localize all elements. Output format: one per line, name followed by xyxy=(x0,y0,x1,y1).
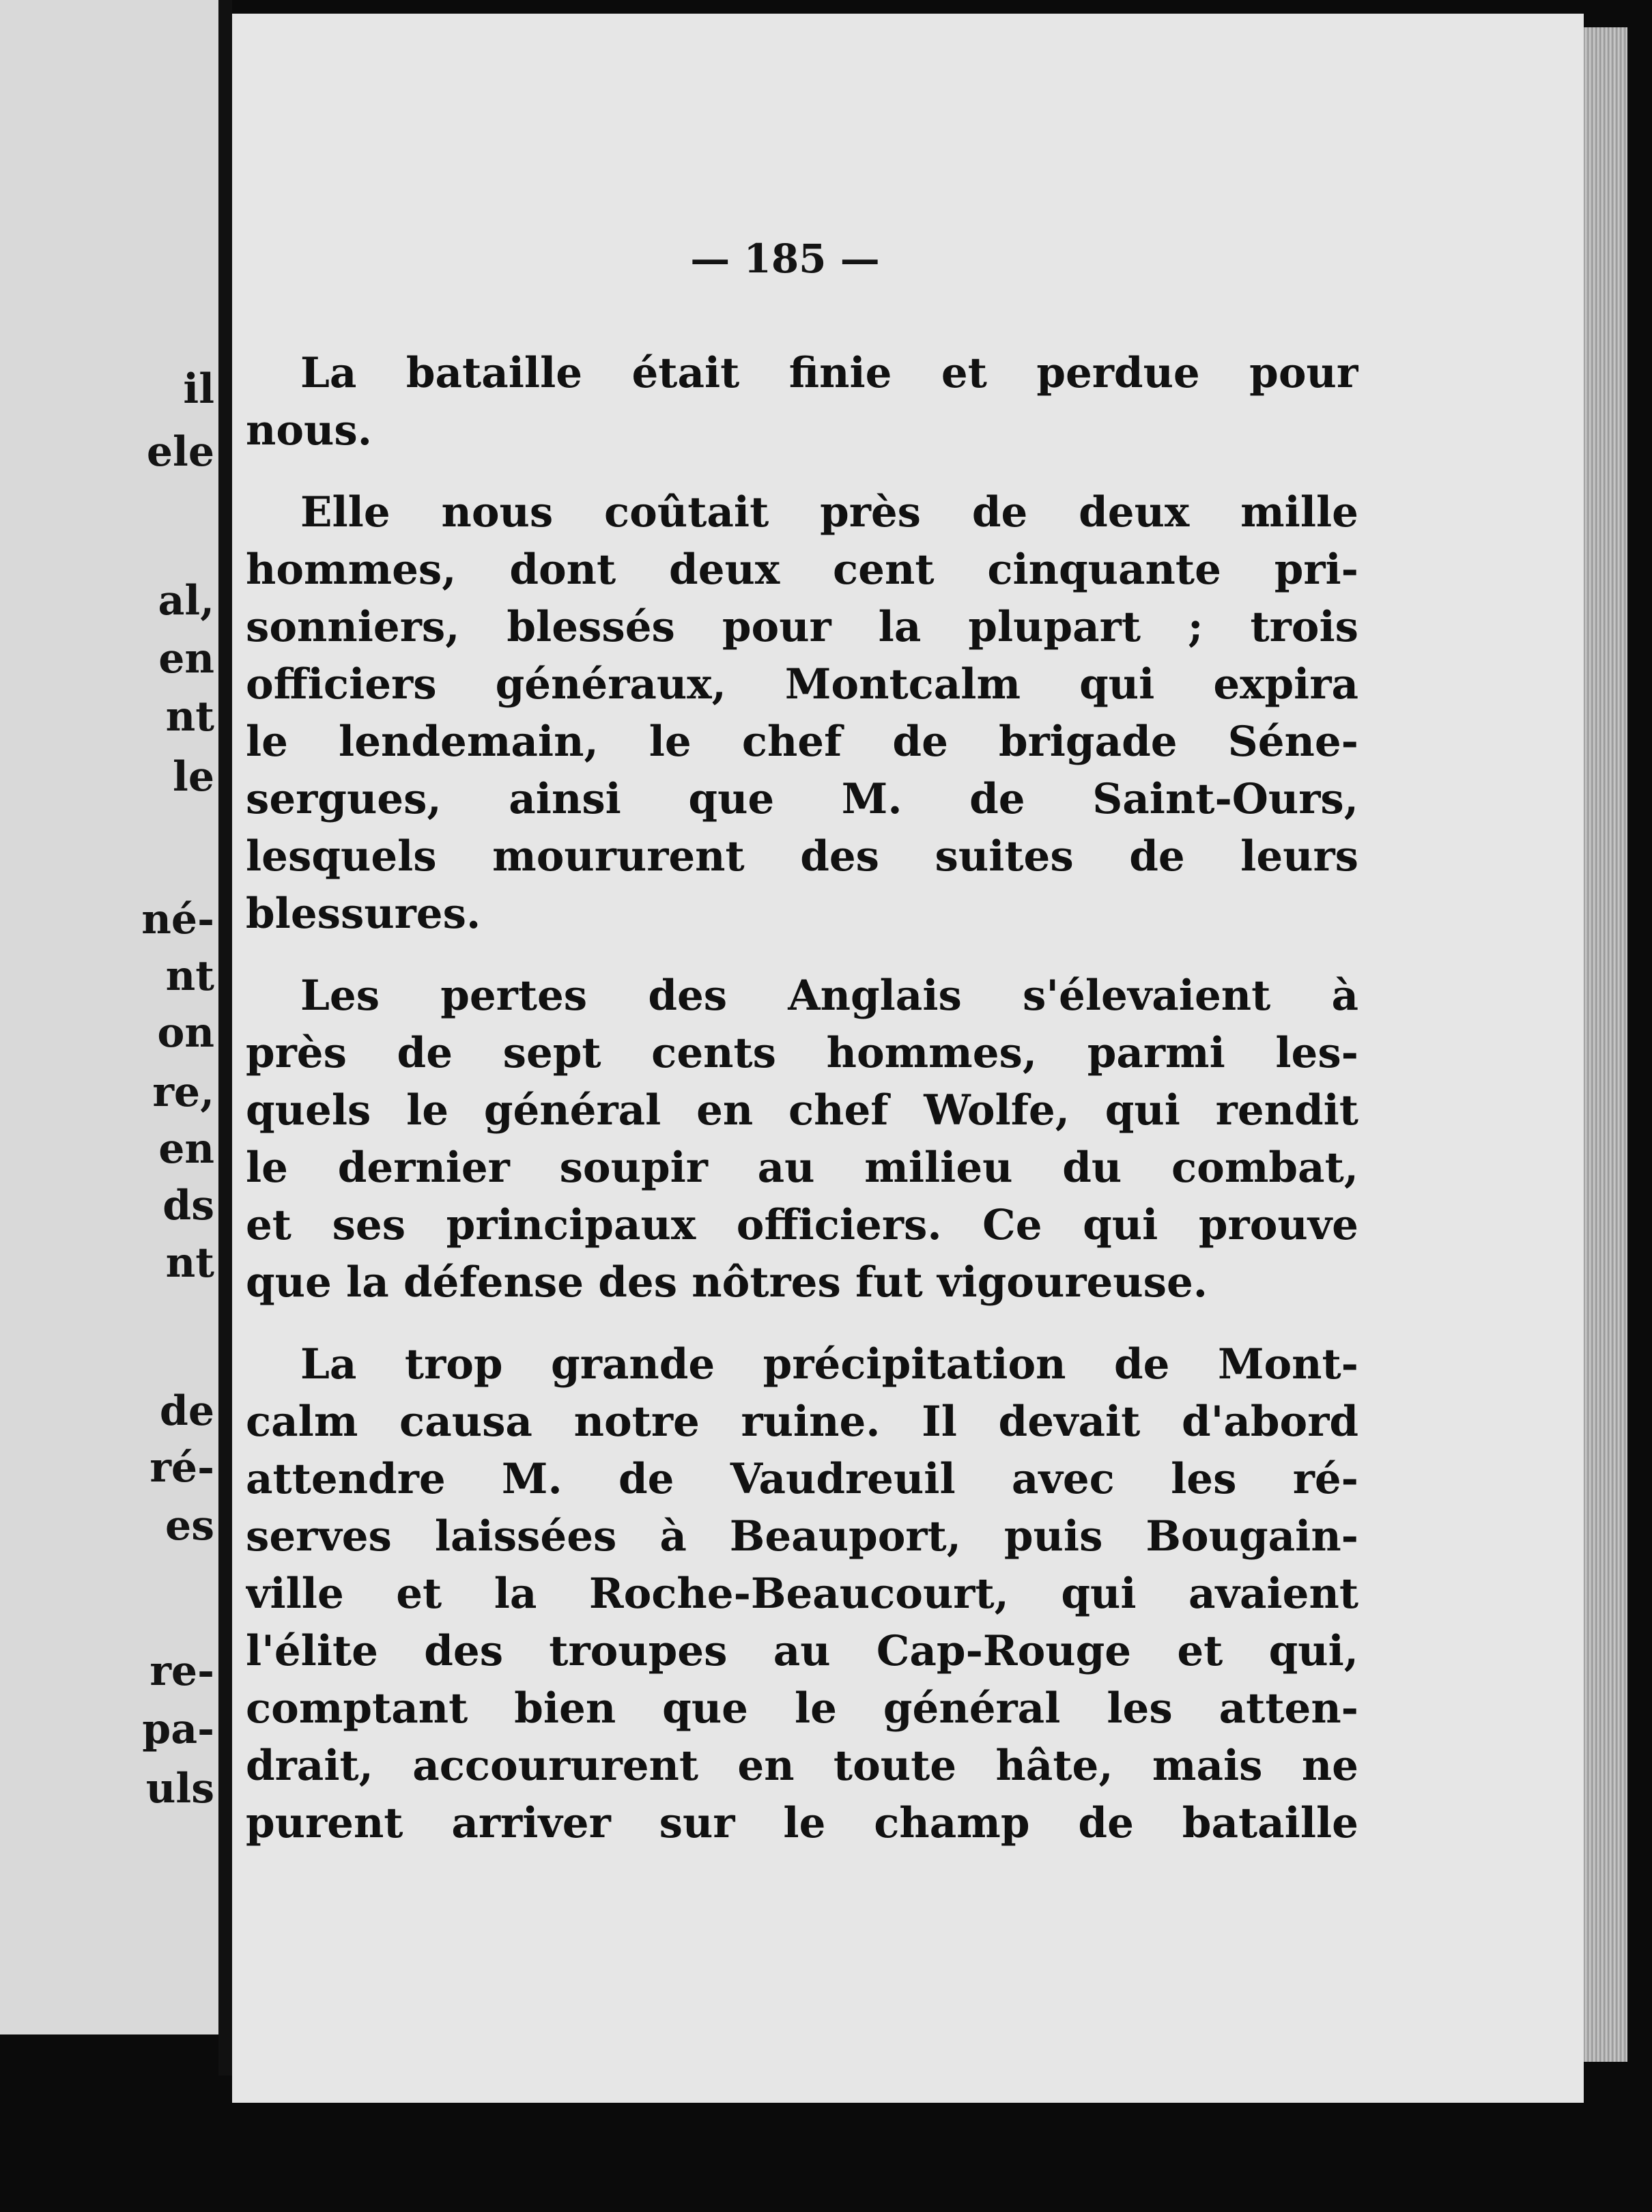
left-page-fragment: nt xyxy=(165,693,214,741)
left-page-fragment: ré- xyxy=(149,1444,214,1492)
left-page-fragment: re, xyxy=(152,1068,214,1116)
text-line: Elle nous coûtait près de deux mille xyxy=(300,488,1358,537)
left-page-fragment: pa- xyxy=(142,1705,214,1753)
text-line: que la défense des nôtres fut vigoureuse. xyxy=(246,1258,1208,1307)
book-gutter xyxy=(218,0,232,2075)
left-page-fragment: al, xyxy=(158,577,214,625)
left-page-fragment: on xyxy=(157,1009,214,1057)
paragraph xyxy=(246,345,1358,459)
text-line: comptant bien que le général les atten- xyxy=(246,1684,1358,1733)
text-line: calm causa notre ruine. Il devait d'abord xyxy=(246,1398,1358,1446)
left-page-fragment: ele xyxy=(146,428,214,476)
page-edges xyxy=(1584,27,1627,2062)
body-text xyxy=(246,345,1358,1852)
text-line: le dernier soupir au milieu du combat, xyxy=(246,1144,1358,1192)
text-line: sergues, ainsi que M. de Saint-Ours, xyxy=(246,775,1358,823)
left-page-fragment: nt xyxy=(165,952,214,1000)
text-line: quels le général en chef Wolfe, qui rendit xyxy=(246,1086,1358,1135)
paragraph-gap xyxy=(246,943,1358,967)
left-page-fragment: re- xyxy=(149,1647,214,1695)
paragraph-gap xyxy=(246,1311,1358,1336)
text-line: sonniers, blessés pour la plupart ; trois xyxy=(246,603,1358,651)
text-line: l'élite des troupes au Cap-Rouge et qui, xyxy=(246,1627,1358,1675)
left-page-fragment: de xyxy=(159,1387,214,1435)
text-line: purent arriver sur le champ de bataille xyxy=(246,1799,1358,1847)
left-page-fragment: ds xyxy=(162,1182,214,1230)
left-page xyxy=(0,0,218,2034)
text-line: près de sept cents hommes, parmi les- xyxy=(246,1029,1358,1077)
text-line: drait, accoururent en toute hâte, mais ne xyxy=(246,1742,1358,1790)
paragraph xyxy=(246,1336,1358,1852)
page-number: — 185 — xyxy=(690,236,880,282)
text-line: le lendemain, le chef de brigade Séne- xyxy=(246,718,1358,766)
left-page-fragment: le xyxy=(173,753,214,801)
text-line: blessures. xyxy=(246,890,481,938)
left-page-fragment: en xyxy=(158,1125,214,1173)
left-page-fragment: uls xyxy=(145,1765,214,1813)
text-line: La trop grande précipitation de Mont- xyxy=(300,1340,1358,1389)
text-line: Les pertes des Anglais s'élevaient à xyxy=(300,972,1358,1020)
left-page-fragment: es xyxy=(165,1502,214,1550)
text-line: ville et la Roche-Beaucourt, qui avaient xyxy=(246,1570,1358,1618)
left-page-fragment: nt xyxy=(165,1239,214,1287)
paragraph xyxy=(246,967,1358,1311)
text-line: hommes, dont deux cent cinquante pri- xyxy=(246,545,1358,594)
text-line: et ses principaux officiers. Ce qui prouve xyxy=(246,1201,1358,1249)
left-page-fragment: né- xyxy=(141,896,214,944)
text-line: La bataille était finie et perdue pour xyxy=(300,349,1358,397)
paragraph xyxy=(246,484,1358,943)
text-line: serves laissées à Beauport, puis Bougain- xyxy=(246,1512,1358,1561)
text-line: attendre M. de Vaudreuil avec les ré- xyxy=(246,1455,1358,1503)
left-page-fragment: il xyxy=(183,365,214,413)
text-line: nous. xyxy=(246,406,372,455)
text-line: officiers généraux, Montcalm qui expira xyxy=(246,660,1358,709)
text-line: lesquels moururent des suites de leurs xyxy=(246,832,1358,881)
paragraph-gap xyxy=(246,459,1358,484)
left-page-fragment: en xyxy=(158,635,214,683)
